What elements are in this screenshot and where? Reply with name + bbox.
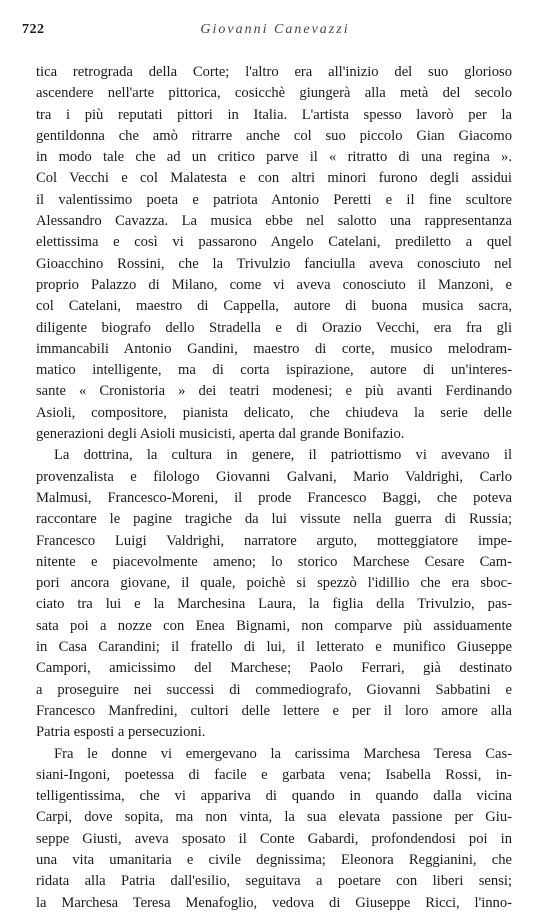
text-line: immancabili Antonio Gandini, maestro di corte, musico melodram- bbox=[36, 340, 512, 357]
text-line: raccontare le pagine tragiche da lui vissute nella guerra di Russia; bbox=[36, 511, 512, 528]
text-line: Col Vecchi e col Malatesta e con altri minori furono degli assidui bbox=[36, 170, 512, 187]
text-line: Malmusi, Francesco-Moreni, il prode Francesco Baggi, che poteva bbox=[36, 489, 512, 506]
text-line: matico intelligente, ma di corta ispirazione, autore di un'interes- bbox=[36, 362, 512, 379]
text-line: proprio Palazzo di Milano, come vi aveva conosciuto il Manzoni, e bbox=[36, 276, 512, 293]
text-line: provenzalista e filologo Giovanni Galvani, Mario Valdrighi, Carlo bbox=[36, 468, 512, 485]
text-line: La dottrina, la cultura in genere, il patriottismo vi avevano il bbox=[54, 447, 512, 464]
text-line: generazioni degli Asioli musicisti, aperta dal grande Bonifazio. bbox=[36, 426, 405, 443]
paragraph bbox=[36, 445, 512, 743]
text-line: tra i più reputati pittori in Italia. L'artista spesso lavorò per la bbox=[36, 106, 512, 123]
text-line: col Catelani, maestro di Cappella, autore di buona musica sacra, bbox=[36, 298, 512, 315]
page-number: 722 bbox=[22, 22, 45, 37]
text-line: a proseguire nei successi di commediografo, Giovanni Sabbatini e bbox=[36, 681, 512, 698]
text-line: Campori, amicissimo del Marchese; Paolo Ferrari, già destinato bbox=[36, 660, 512, 677]
text-line: Patria esposti a persecuzioni. bbox=[36, 724, 206, 741]
text-line: seppe Giusti, aveva sposato il Conte Gabardi, profondendosi poi in bbox=[36, 830, 512, 847]
text-line: telligentissima, che vi appariva di quando in quando dalla vicina bbox=[36, 788, 512, 805]
text-line: nitente e piacevolmente ameno; lo storico Marchese Cesare Cam- bbox=[36, 553, 512, 570]
text-line: ciato tra lui e la Marchesina Laura, la figlia della Trivulzio, pas- bbox=[36, 596, 512, 613]
text-line: Francesco Luigi Valdrighi, narratore arguto, motteggiatore impe- bbox=[36, 532, 512, 549]
text-line: Francesco Manfredini, cultori delle lettere e per il loro amore alla bbox=[36, 702, 512, 719]
text-line: in modo tale che ad un critico parve il « ritratto di una regina ». bbox=[36, 149, 512, 166]
text-line: Alessandro Cavazza. La musica ebbe nel salotto una rappresentanza bbox=[36, 213, 512, 230]
page-header bbox=[22, 22, 528, 46]
text-line: ascendere nell'arte pittorica, cosicchè giungerà alla metà del secolo bbox=[36, 85, 512, 102]
text-line: siani-Ingoni, poetessa di facile e garbata vena; Isabella Rossi, in- bbox=[36, 766, 512, 783]
running-head: Giovanni Canevazzi bbox=[200, 22, 350, 37]
text-line: diligente biografo dello Stradella e di Orazio Vecchi, era fra gli bbox=[36, 319, 512, 336]
text-line: gentildonna che amò ritrarre anche col suo piccolo Gian Giacomo bbox=[36, 127, 512, 144]
text-line: tica retrograda della Corte; l'altro era all'inizio del suo glorioso bbox=[36, 64, 512, 80]
text-line: Gioacchino Rossini, che la Trivulzio fanciulla aveva conosciuto nel bbox=[36, 255, 512, 272]
paragraph bbox=[36, 62, 512, 445]
body-text bbox=[36, 62, 512, 914]
text-line: la Marchesa Teresa Menafoglio, vedova di Giuseppe Ricci, l'inno- bbox=[36, 894, 512, 911]
text-line: sante « Cronistoria » dei teatri modenesi; e più avanti Ferdinando bbox=[36, 383, 512, 400]
text-line: una vita umanitaria e civile degnissima; Eleonora Reggianini, che bbox=[36, 851, 512, 868]
text-line: pori ancora giovane, il quale, poichè si spezzò l'idillio che era sboc- bbox=[36, 575, 512, 592]
text-line: elettissima e così vi passarono Angelo Catelani, prediletto a quel bbox=[36, 234, 512, 251]
text-line: Asioli, compositore, pianista delicato, che chiudeva la serie delle bbox=[36, 404, 512, 421]
paragraph bbox=[36, 744, 512, 914]
text-line: Carpi, dove sopita, ma non vinta, la sua elevata passione per Giu- bbox=[36, 809, 512, 826]
text-line: Fra le donne vi emergevano la carissima Marchesa Teresa Cas- bbox=[54, 745, 512, 762]
text-line: sata poi a nozze con Enea Bignami, non comparve più assiduamente bbox=[36, 617, 512, 634]
text-line: ridata alla Patria dall'esilio, seguitava a poetare con liberi sensi; bbox=[36, 873, 512, 890]
text-line: il valentissimo poeta e patriota Antonio Peretti e il fine scultore bbox=[36, 191, 512, 208]
text-line: in Casa Carandini; il fratello di lui, il letterato e munifico Giuseppe bbox=[36, 639, 512, 656]
